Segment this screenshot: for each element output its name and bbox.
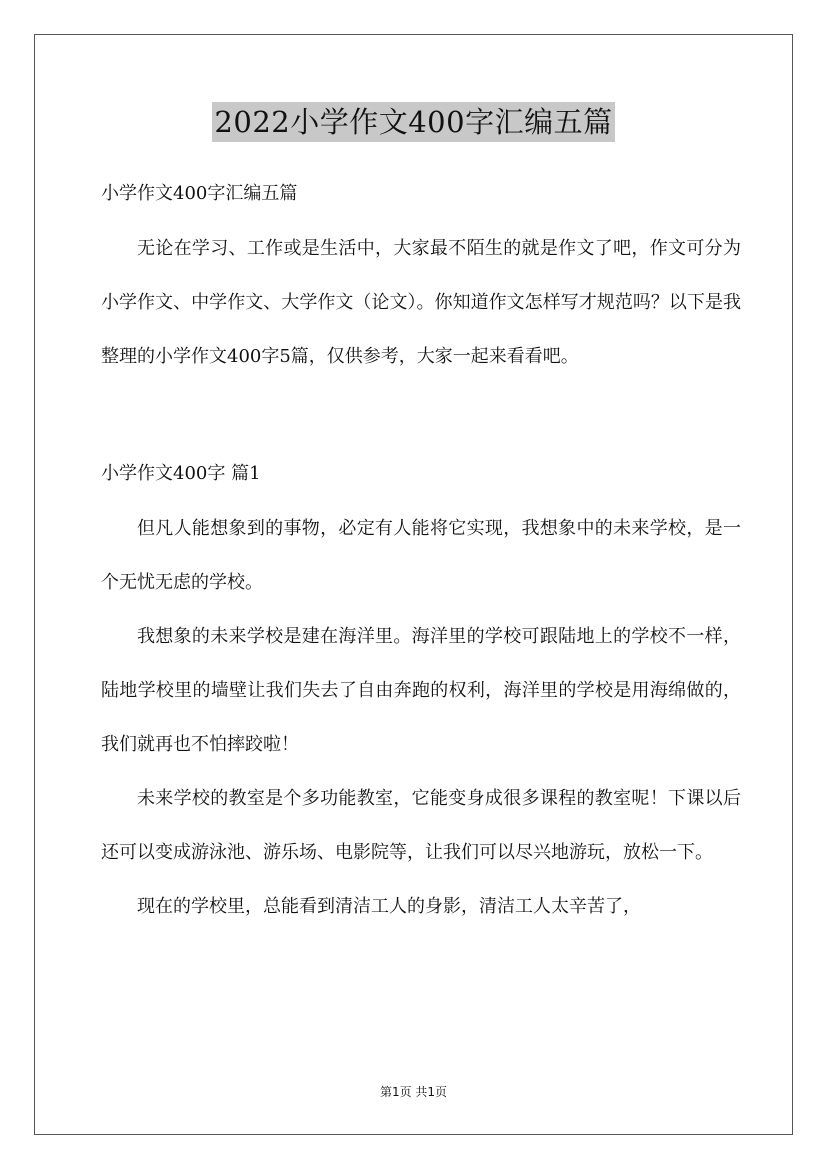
page-footer: 第1页 共1页 — [379, 1085, 448, 1099]
intro-paragraph: 无论在学习、工作或是生活中，大家最不陌生的就是作文了吧，作文可分为小学作文、中学作文、大学作文（论文）。你知道作文怎样写才规范吗？以下是我整理的小学作文400字5篇，仅供参考，大家一起来看看吧。 — [101, 238, 741, 367]
body-paragraph-1: 但凡人能想象到的事物，必定有人能将它实现，我想象中的未来学校，是一个无忧无虑的学校。 — [101, 518, 741, 593]
body-paragraph-3: 未来学校的教室是个多功能教室，它能变身成很多课程的教室呢！下课以后还可以变成游泳池、游乐场、电影院等，让我们可以尽兴地游玩，放松一下。 — [101, 788, 741, 863]
document-body — [101, 176, 741, 934]
section-heading: 小学作文400字 篇1 — [101, 463, 261, 484]
body-paragraph-4: 现在的学校里，总能看到清洁工人的身影，清洁工人太辛苦了， — [137, 896, 641, 917]
document-subtitle: 小学作文400字汇编五篇 — [101, 183, 298, 204]
document-title: 2022小学作文400字汇编五篇 — [212, 102, 614, 142]
title-container — [0, 102, 827, 142]
section-spacer — [101, 384, 741, 456]
body-paragraph-2: 我想象的未来学校是建在海洋里。海洋里的学校可跟陆地上的学校不一样，陆地学校里的墙壁让我们失去了自由奔跑的权利，海洋里的学校是用海绵做的，我们就再也不怕摔跤啦！ — [101, 626, 741, 755]
